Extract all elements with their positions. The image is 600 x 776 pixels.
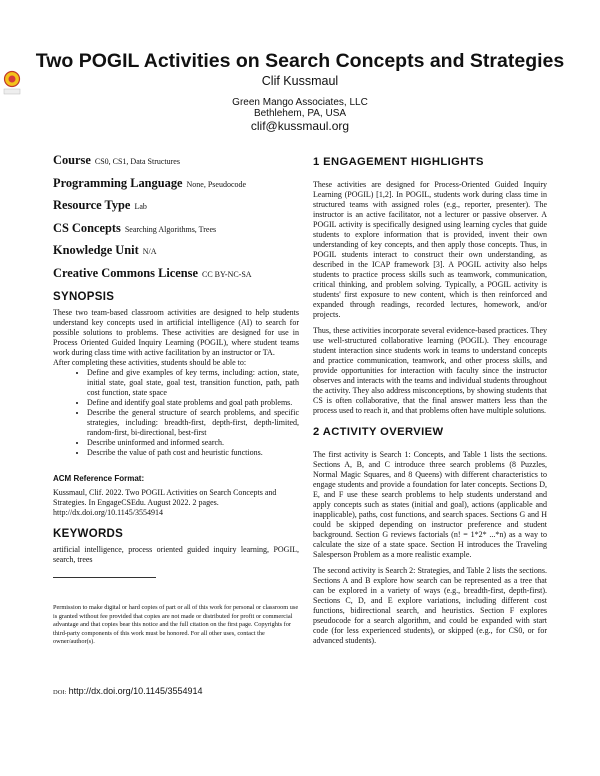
objectives-list [53,368,299,458]
keywords-text: artificial intelligence, process oriented guided inquiry learning, POGIL, search, trees [53,544,299,564]
synopsis-heading: SYNOPSIS [53,290,115,303]
acm-reference-heading: ACM Reference Format: [53,473,145,483]
author-email[interactable]: clif@kussmaul.org [250,119,350,133]
meta-label: Creative Commons License [53,265,198,280]
list-item: • Define and give examples of key terms, including: action, state, initial state, goal state, goal test, transition function, path, path cost function, state space [87,368,299,398]
meta-value: CS0, CS1, Data Structures [94,157,180,166]
meta-label: Knowledge Unit [53,243,139,257]
meta-license [53,265,299,282]
meta-value: Lab [134,202,147,211]
permission-footnote: Permission to make digital or hard copies of part or all of this work for personal or classroom use is granted without fee provided that copies are not made or distributed for profit or commercial advantage and that copies bear this notice and the full citation on the first page. Copyrights for third-party components of this work must be honored. For all other uses, contact the owner/author(s). [53,604,299,645]
affiliation-org: Green Mango Associates, LLC [232,97,368,108]
synopsis-paragraph: These two team-based classroom activities are designed to help students understand key concepts used in artificial intelligence (AI) to search for possible solutions to problems. These activities are designed for use in Process Oriented Guided Inquiry Learning (POGIL), where student teams work during class time with active facilitation by an instructor or TA. [53,307,299,357]
list-item: • Describe uninformed and informed search. [87,438,299,448]
author-name: Clif Kussmaul [261,74,339,88]
meta-label: Programming Language [53,175,183,190]
list-item: • Define and identify goal state problems and goal path problems. [87,398,299,408]
section2-paragraph-2: The second activity is Search 2: Strategies, and Table 2 lists the sections. Sections A and B explore how search can be represented as a tree that can be explored in a variety of ways (e.g., breadth-first, depth-first). Sections C, D, and E explore variations, including different cost functions, bidirectional search, and heuristics. Section F explores pseudocode for a search algorithm, and could be expanded with start code (for less experienced students), or skipped (e.g., for CS0, or for advanced students). [313,566,547,645]
list-item: • Describe the general structure of search problems, and specific strategies, including: breadth-first, depth-first, depth-limited, random-first, bi-directional, best-first [87,408,299,438]
doi-line [53,686,203,696]
keywords-heading: KEYWORDS [53,527,124,540]
meta-value: CC BY-NC-SA [202,269,252,279]
meta-course [53,152,299,169]
meta-knowledge-unit [53,242,299,259]
affiliation [0,97,600,119]
acm-reference-text: Kussmaul, Clif. 2022. Two POGIL Activities on Search Concepts and Strategies. In EngageCSEdu. August 2022. 2 pages. http://dx.doi.org/10.1145/3554914 [53,487,277,517]
section1-paragraph-1: These activities are designed for Process-Oriented Guided Inquiry Learning (POGIL) [1,2]. In POGIL, students work during class time in structured teams with assigned roles (e.g., reporter, presenter). The instructor is an active facilitator, not a lecturer or passive observer. A POGIL activity is specifically designed using learning cycles that guide students to explore information that is provided, invent their own understanding of key concepts, and then apply those concepts. Thus, in POGIL students interact to construct their own understanding, as described in the ICAP framework [3]. A POGIL activity also helps students to practice process skills such as teamwork, communication, critical thinking, and problem solving. Typically, a POGIL activity is students' first exposure to new content, which is then reinforced and expanded through readings, recorded lectures, homework, and/or projects. [313,180,547,319]
meta-value: N/A [142,247,157,256]
synopsis-lead: After completing these activities, students should be able to: [53,357,247,367]
section1-heading: 1 ENGAGEMENT HIGHLIGHTS [313,156,484,168]
doi-link[interactable]: http://dx.doi.org/10.1145/3554914 [68,686,203,696]
section2-paragraph-1: The first activity is Search 1: Concepts, and Table 1 lists the sections. Sections A, B, and C introduce three search problems (8 Puzzles, Normal Magic Squares, and 8 Queens) with different characteristics to engage students and provide a foundation for later concepts. Sections D, E, and F use these search problems to help students understand and apply concepts such as states (initial and goal), actions (applicable and inapplicable), paths, cost functions, and search spaces. Sections G and H could be skipped depending on instructor preference and student background. Section G reviews factorials (n! = 1*2* ...*n) as a way to calculate the size of a state space. Section H introduces the Traveling Salesperson Problem as a more realistic example. [313,450,547,559]
doi-label: DOI: [53,689,67,696]
meta-label: Course [53,153,91,167]
meta-label: Resource Type [53,198,131,212]
meta-value: None, Pseudocode [186,179,247,189]
meta-cs-concepts [53,220,299,237]
meta-value: Searching Algorithms, Trees [124,224,217,234]
affiliation-location: Bethlehem, PA, USA [253,108,347,119]
section1-paragraph-2: Thus, these activities incorporate several evidence-based practices. They use well-structured collaborative learning (POGIL). They encourage student interaction since students work in teams to understand concepts and practice communication, teamwork, and other process skills, and provide opportunities for interaction with faculty since the instructor observes and interacts with the teams and individual students throughout the activity. They also address misconceptions, by showing students that CS is often collaborative, that the final answer matters less than the process used to reach it, and that problems often have multiple solutions. [313,326,547,415]
meta-language [53,175,299,192]
list-item: • Describe the value of path cost and heuristic functions. [87,448,299,458]
meta-resource-type [53,197,299,214]
section2-heading: 2 ACTIVITY OVERVIEW [313,426,444,438]
paper-title: Two POGIL Activities on Search Concepts and Strategies [35,50,565,72]
right-column [313,152,547,652]
meta-label: CS Concepts [53,220,121,235]
footnote-rule [53,577,156,578]
left-column [53,152,299,565]
